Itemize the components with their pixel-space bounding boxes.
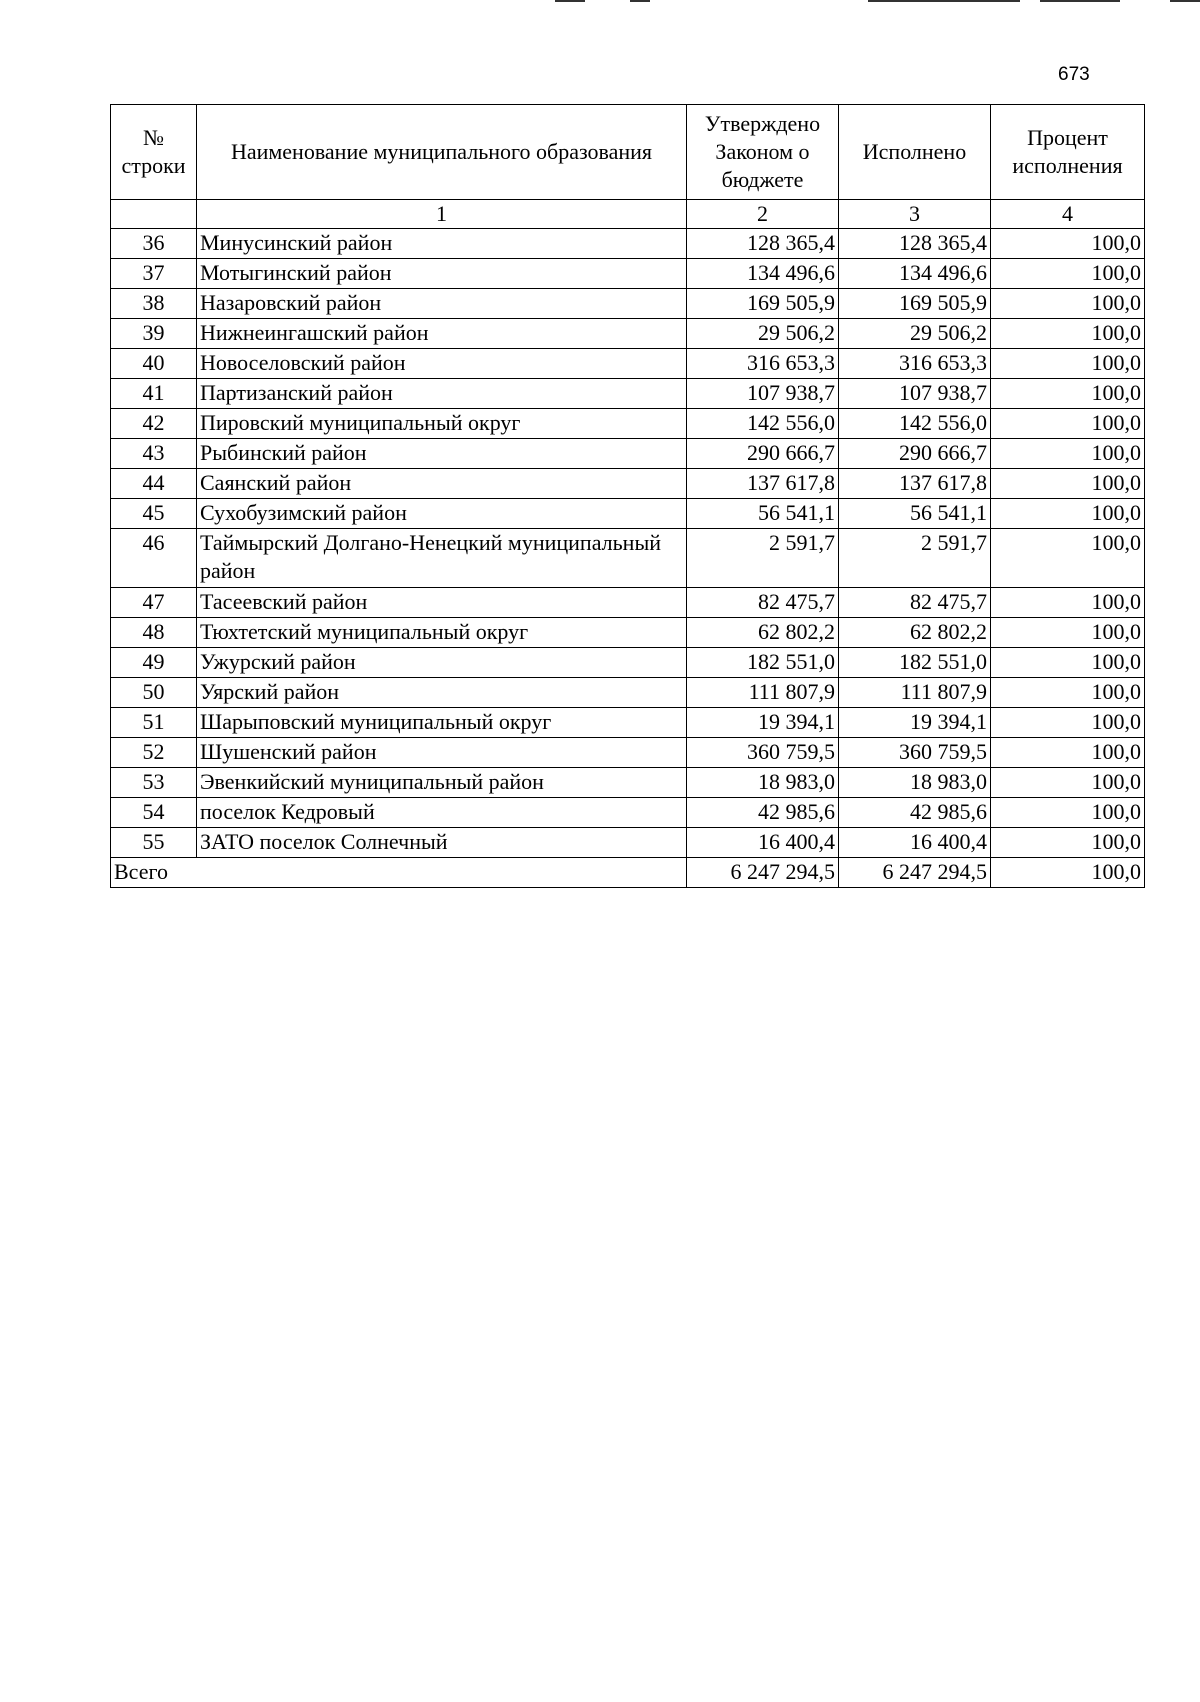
row-percent: 100,0 [991, 469, 1145, 499]
row-name: Тасеевский район [197, 588, 687, 618]
row-name: Назаровский район [197, 289, 687, 319]
row-number: 49 [111, 648, 197, 678]
row-percent: 100,0 [991, 499, 1145, 529]
row-approved: 142 556,0 [687, 409, 839, 439]
row-percent: 100,0 [991, 708, 1145, 738]
table-row [111, 828, 1145, 858]
row-number: 39 [111, 319, 197, 349]
row-name: Тюхтетский муниципальный округ [197, 618, 687, 648]
row-number: 37 [111, 259, 197, 289]
column-index-2: 2 [687, 200, 839, 229]
table-row [111, 798, 1145, 828]
row-percent: 100,0 [991, 648, 1145, 678]
row-executed: 111 807,9 [839, 678, 991, 708]
row-executed: 82 475,7 [839, 588, 991, 618]
row-number: 40 [111, 349, 197, 379]
row-approved: 16 400,4 [687, 828, 839, 858]
scan-edge-mark [555, 0, 585, 2]
row-name: Шарыповский муниципальный округ [197, 708, 687, 738]
row-approved: 169 505,9 [687, 289, 839, 319]
row-executed: 19 394,1 [839, 708, 991, 738]
row-number: 50 [111, 678, 197, 708]
table-row [111, 768, 1145, 798]
row-number: 48 [111, 618, 197, 648]
row-approved: 18 983,0 [687, 768, 839, 798]
row-approved: 19 394,1 [687, 708, 839, 738]
total-percent: 100,0 [991, 858, 1145, 888]
row-executed: 137 617,8 [839, 469, 991, 499]
table-row [111, 469, 1145, 499]
column-index-3: 3 [839, 200, 991, 229]
row-number: 55 [111, 828, 197, 858]
row-number: 47 [111, 588, 197, 618]
row-executed: 128 365,4 [839, 229, 991, 259]
row-percent: 100,0 [991, 618, 1145, 648]
row-name: Нижнеингашский район [197, 319, 687, 349]
row-number: 41 [111, 379, 197, 409]
row-name: Шушенский район [197, 738, 687, 768]
table-row [111, 229, 1145, 259]
row-approved: 62 802,2 [687, 618, 839, 648]
table-row [111, 259, 1145, 289]
scan-edge-mark [630, 0, 650, 2]
row-approved: 29 506,2 [687, 319, 839, 349]
row-number: 53 [111, 768, 197, 798]
header-row-number: № строки [111, 105, 197, 200]
table-row [111, 319, 1145, 349]
table-row [111, 409, 1145, 439]
row-number: 52 [111, 738, 197, 768]
row-percent: 100,0 [991, 798, 1145, 828]
row-name: Рыбинский район [197, 439, 687, 469]
row-percent: 100,0 [991, 409, 1145, 439]
row-executed: 16 400,4 [839, 828, 991, 858]
row-name: Эвенкийский муниципальный район [197, 768, 687, 798]
row-approved: 128 365,4 [687, 229, 839, 259]
row-executed: 107 938,7 [839, 379, 991, 409]
row-executed: 290 666,7 [839, 439, 991, 469]
row-executed: 29 506,2 [839, 319, 991, 349]
table-row [111, 708, 1145, 738]
row-percent: 100,0 [991, 379, 1145, 409]
row-executed: 18 983,0 [839, 768, 991, 798]
row-executed: 142 556,0 [839, 409, 991, 439]
row-percent: 100,0 [991, 229, 1145, 259]
row-number: 36 [111, 229, 197, 259]
row-name: Минусинский район [197, 229, 687, 259]
row-name: ЗАТО поселок Солнечный [197, 828, 687, 858]
row-name: Мотыгинский район [197, 259, 687, 289]
header-executed: Исполнено [839, 105, 991, 200]
row-name: Пировский муниципальный округ [197, 409, 687, 439]
row-approved: 107 938,7 [687, 379, 839, 409]
row-approved: 42 985,6 [687, 798, 839, 828]
row-approved: 290 666,7 [687, 439, 839, 469]
row-percent: 100,0 [991, 768, 1145, 798]
column-index-4: 4 [991, 200, 1145, 229]
table-row [111, 529, 1145, 588]
row-number: 45 [111, 499, 197, 529]
column-index-1: 1 [197, 200, 687, 229]
row-number: 43 [111, 439, 197, 469]
row-approved: 56 541,1 [687, 499, 839, 529]
table-row [111, 648, 1145, 678]
scan-edge-mark [868, 0, 1020, 2]
row-name: Уярский район [197, 678, 687, 708]
table-row [111, 678, 1145, 708]
page-number: 673 [1058, 64, 1090, 85]
row-name: Сухобузимский район [197, 499, 687, 529]
row-percent: 100,0 [991, 738, 1145, 768]
total-approved: 6 247 294,5 [687, 858, 839, 888]
total-label: Всего [111, 858, 687, 888]
column-index-empty [111, 200, 197, 229]
header-percent: Процент исполнения [991, 105, 1145, 200]
row-name: Партизанский район [197, 379, 687, 409]
table-row [111, 289, 1145, 319]
row-executed: 134 496,6 [839, 259, 991, 289]
row-percent: 100,0 [991, 828, 1145, 858]
row-executed: 169 505,9 [839, 289, 991, 319]
row-number: 46 [111, 529, 197, 588]
table-row [111, 618, 1145, 648]
table-row [111, 379, 1145, 409]
table-row [111, 349, 1145, 379]
row-percent: 100,0 [991, 289, 1145, 319]
row-name: поселок Кедровый [197, 798, 687, 828]
row-approved: 2 591,7 [687, 529, 839, 588]
row-name: Новоселовский район [197, 349, 687, 379]
row-approved: 360 759,5 [687, 738, 839, 768]
row-executed: 316 653,3 [839, 349, 991, 379]
header-approved: Утверждено Законом о бюджете [687, 105, 839, 200]
row-percent: 100,0 [991, 319, 1145, 349]
row-executed: 360 759,5 [839, 738, 991, 768]
row-name: Таймырский Долгано-Ненецкий муниципальный район [197, 529, 687, 588]
table-row [111, 588, 1145, 618]
header-row [111, 105, 1145, 200]
row-executed: 56 541,1 [839, 499, 991, 529]
row-executed: 2 591,7 [839, 529, 991, 588]
scan-edge-mark [1040, 0, 1120, 2]
row-number: 38 [111, 289, 197, 319]
row-approved: 182 551,0 [687, 648, 839, 678]
header-name: Наименование муниципального образования [197, 105, 687, 200]
row-executed: 42 985,6 [839, 798, 991, 828]
row-number: 51 [111, 708, 197, 738]
table-row [111, 499, 1145, 529]
row-percent: 100,0 [991, 529, 1145, 588]
row-approved: 111 807,9 [687, 678, 839, 708]
row-approved: 82 475,7 [687, 588, 839, 618]
row-executed: 62 802,2 [839, 618, 991, 648]
row-percent: 100,0 [991, 349, 1145, 379]
row-percent: 100,0 [991, 678, 1145, 708]
table-body [111, 229, 1145, 888]
scan-edge-mark [1170, 0, 1200, 2]
row-percent: 100,0 [991, 439, 1145, 469]
row-executed: 182 551,0 [839, 648, 991, 678]
row-approved: 316 653,3 [687, 349, 839, 379]
row-number: 54 [111, 798, 197, 828]
table-row [111, 738, 1145, 768]
total-row [111, 858, 1145, 888]
total-executed: 6 247 294,5 [839, 858, 991, 888]
row-percent: 100,0 [991, 259, 1145, 289]
column-index-row [111, 200, 1145, 229]
row-approved: 134 496,6 [687, 259, 839, 289]
row-percent: 100,0 [991, 588, 1145, 618]
row-name: Ужурский район [197, 648, 687, 678]
row-number: 44 [111, 469, 197, 499]
row-name: Саянский район [197, 469, 687, 499]
budget-execution-table [110, 104, 1145, 888]
table-row [111, 439, 1145, 469]
row-approved: 137 617,8 [687, 469, 839, 499]
row-number: 42 [111, 409, 197, 439]
